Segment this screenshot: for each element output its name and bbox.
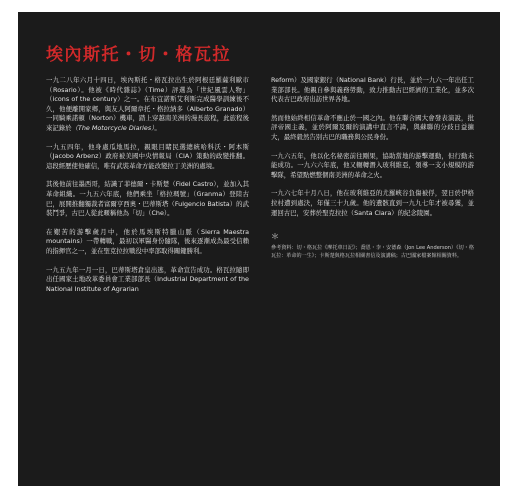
document-page	[18, 12, 500, 486]
right-column	[271, 76, 474, 260]
footnote: 參考資料：切・格瓦拉《摩托車日記》；喬恩・李・安德森（Jon Lee Anderson）《切・格瓦拉：革命的一生》；卡斯楚與格瓦拉相關書信及演講稿；古巴國家檔案館相關資料。	[271, 244, 474, 259]
paragraph: 然而他始終相信革命不應止於一國之內。他在聯合國大會發表演說，批評帝國主義，並於阿爾及爾的演講中直言不諱，與蘇聯的分歧日益擴大，最終毅然告別古巴的職務與公民身份。	[271, 113, 474, 141]
paragraph: 在艱苦的游擊歲月中，他於馬埃斯特臘山脈（Sierra Maestra mountains）一帶轉戰，最初以軍醫身份隨隊，後來逐漸成為最受信賴的指揮官之一，並在聖克拉拉戰役中率部取得關鍵勝利。	[46, 227, 249, 255]
paragraph: 一九五四年，他身處瓜地馬拉，親眼目睹民選總統哈科沃・阿本斯（Jacobo Arbenz）政府被美國中央情報局（CIA）策動的政變推翻。這段經歷使他確信，唯有武裝革命方能改變拉丁美洲的處境。	[46, 142, 249, 170]
paragraph: 一九六七年十月八日，他在玻利維亞的尤羅峽谷負傷被俘，翌日於伊格拉村遭到處決，年僅三十九歲。他的遺骸直到一九九七年才被尋獲，並運回古巴，安葬於聖克拉拉（Santa Clara）的紀念陵園。	[271, 189, 474, 217]
footnote-marker: ＊	[271, 232, 279, 242]
left-column	[46, 76, 249, 303]
paragraph: Reform）及國家銀行（National Bank）行長，並於一九六一年出任工業部部長。他親自參與義務勞動，致力推動古巴經濟的工業化，並多次代表古巴政府出訪世界各地。	[271, 76, 474, 104]
paragraph: 一九五九年一月一日，巴蒂斯塔倉皇出逃，革命宣告成功。格瓦拉隨即出任國家土地改革委員會工業部部長（Industrial Department of the National Institute of Agrarian	[46, 265, 249, 293]
page-title: 埃內斯托・切・格瓦拉	[46, 45, 231, 65]
paragraph: 一九六五年，他以化名秘密前往剛果，協助當地的游擊運動，但行動未能成功。一九六六年底，他又輾轉潛入玻利維亞，領導一支小規模的游擊隊，希望點燃整個南美洲的革命之火。	[271, 151, 474, 179]
paragraph: 其後他前往墨西哥，結識了菲德爾・卡斯楚（Fidel Castro），並加入其革命組織。一九五六年底，他們乘坐「格拉瑪號」（Granma）登陸古巴，展開推翻獨裁者富爾亨西奧・巴蒂斯塔（Fulgencio Batista）的武裝鬥爭，古巴人從此暱稱他為「切」（Che）。	[46, 180, 249, 218]
paragraph: 一九二八年六月十四日，埃內斯托・格瓦拉出生於阿根廷羅薩利歐市（Rosario）。他被《時代雜誌》（Time）評選為「世紀風雲人物」（icons of the century）之一。在布宜諾斯艾利斯完成醫學訓練後不久，他便離開家鄉，與友人阿爾韋托・格拉納多（Alberto Granado）一同騎乘諾頓（Norton）機車，踏上穿越南美洲的漫長旅程，此旅程後來記錄於（The Motorcycle Diaries）。	[46, 76, 249, 132]
